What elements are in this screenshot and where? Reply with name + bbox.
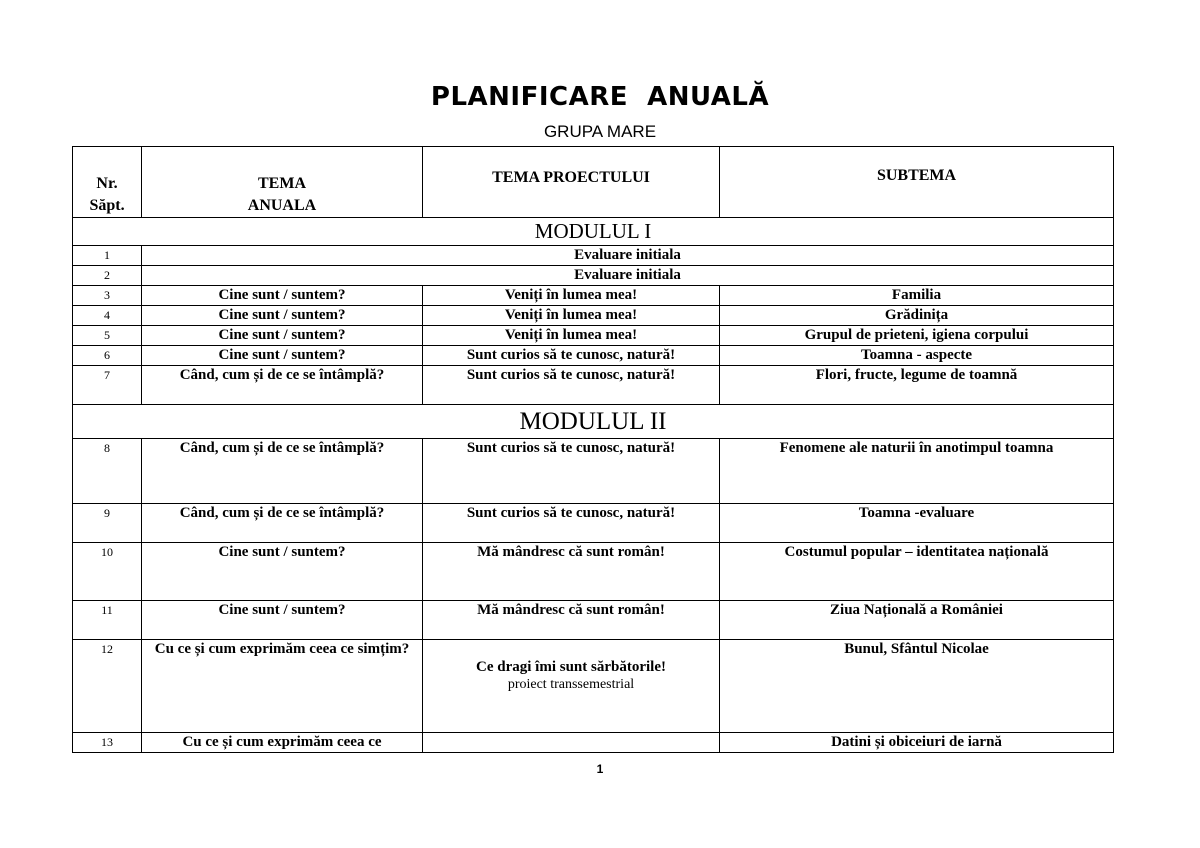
table-row — [73, 640, 1114, 733]
proiect-cell: Sunt curios să te cunosc, natură! — [423, 439, 720, 504]
week-number: 13 — [73, 733, 142, 753]
subtema-cell: Grădinița — [720, 306, 1114, 326]
proiect-cell: Sunt curios să te cunosc, natură! — [423, 366, 720, 405]
table-row — [73, 543, 1114, 601]
header-tema-line2: ANUALA — [247, 197, 317, 214]
page-subtitle: GRUPA MARE — [543, 122, 657, 141]
week-number: 12 — [73, 640, 142, 733]
tema-cell: Cine sunt / suntem? — [142, 346, 423, 366]
week-number: 2 — [73, 266, 142, 286]
subtema-cell: Ziua Națională a României — [720, 601, 1114, 640]
header-nr-line1: Nr. — [96, 175, 118, 192]
module-title: MODULUL I — [73, 218, 1114, 246]
proiect-note: proiect transsemestrial — [507, 677, 635, 692]
subtema-cell: Grupul de prieteni, igiena corpului — [720, 326, 1114, 346]
header-row — [73, 147, 1114, 218]
tema-cell: Când, cum și de ce se întâmplă? — [142, 366, 423, 405]
week-number: 5 — [73, 326, 142, 346]
subtema-cell: Costumul popular – identitatea națională — [720, 543, 1114, 601]
week-number: 10 — [73, 543, 142, 601]
week-number: 6 — [73, 346, 142, 366]
tema-cell: Cine sunt / suntem? — [142, 326, 423, 346]
week-number: 7 — [73, 366, 142, 405]
proiect-cell: Mă mândresc că sunt român! — [423, 543, 720, 601]
proiect-cell: Veniți în lumea mea! — [423, 326, 720, 346]
week-number: 4 — [73, 306, 142, 326]
table-row — [73, 306, 1114, 326]
tema-cell: Cine sunt / suntem? — [142, 601, 423, 640]
tema-cell: Cine sunt / suntem? — [142, 543, 423, 601]
subtema-cell: Flori, fructe, legume de toamnă — [720, 366, 1114, 405]
tema-cell: Cu ce și cum exprimăm ceea ce — [142, 733, 423, 753]
proiect-cell: Mă mândresc că sunt român! — [423, 601, 720, 640]
table-row — [73, 346, 1114, 366]
subtema-cell: Toamna -evaluare — [720, 504, 1114, 543]
week-number: 11 — [73, 601, 142, 640]
table-row — [73, 266, 1114, 286]
table-row — [73, 504, 1114, 543]
table-row — [73, 733, 1114, 753]
subtema-cell: Familia — [720, 286, 1114, 306]
table-row — [73, 246, 1114, 266]
subtema-cell: Datini și obiceiuri de iarnă — [720, 733, 1114, 753]
merged-cell: Evaluare initiala — [142, 246, 1114, 266]
table-row — [73, 601, 1114, 640]
page-title: PLANIFICARE ANUALĂ — [430, 82, 770, 112]
week-number: 3 — [73, 286, 142, 306]
proiect-cell: Sunt curios să te cunosc, natură! — [423, 346, 720, 366]
subtema-cell: Fenomene ale naturii în anotimpul toamna — [720, 439, 1114, 504]
module-row — [73, 405, 1114, 439]
subtema-cell: Bunul, Sfântul Nicolae — [720, 640, 1114, 733]
tema-cell: Cu ce și cum exprimăm ceea ce simțim? — [142, 640, 423, 733]
week-number: 8 — [73, 439, 142, 504]
header-tema-line1: TEMA — [258, 175, 306, 192]
proiect-cell: Sunt curios să te cunosc, natură! — [423, 504, 720, 543]
header-tema-proiectului: TEMA PROECTULUI — [423, 147, 720, 218]
week-number: 9 — [73, 504, 142, 543]
table-row — [73, 286, 1114, 306]
module-title: MODULUL II — [73, 405, 1114, 439]
table-row — [73, 326, 1114, 346]
tema-cell: Cine sunt / suntem? — [142, 286, 423, 306]
page-number: 1 — [596, 762, 604, 776]
header-subtema: SUBTEMA — [720, 147, 1114, 218]
tema-cell: Când, cum și de ce se întâmplă? — [142, 504, 423, 543]
tema-cell: Cine sunt / suntem? — [142, 306, 423, 326]
header-nr — [73, 147, 142, 218]
proiect-cell: Veniți în lumea mea! — [423, 306, 720, 326]
week-number: 1 — [73, 246, 142, 266]
proiect-cell — [423, 733, 720, 753]
tema-cell: Când, cum și de ce se întâmplă? — [142, 439, 423, 504]
module-row — [73, 218, 1114, 246]
planning-table — [72, 146, 1114, 753]
table-row — [73, 366, 1114, 405]
proiect-cell — [423, 640, 720, 733]
subtema-cell: Toamna - aspecte — [720, 346, 1114, 366]
header-nr-line2: Săpt. — [89, 197, 125, 214]
proiect-title: Ce dragi îmi sunt sărbătorile! — [476, 659, 666, 675]
proiect-cell: Veniți în lumea mea! — [423, 286, 720, 306]
table-row — [73, 439, 1114, 504]
merged-cell: Evaluare initiala — [142, 266, 1114, 286]
header-tema-anuala — [142, 147, 423, 218]
